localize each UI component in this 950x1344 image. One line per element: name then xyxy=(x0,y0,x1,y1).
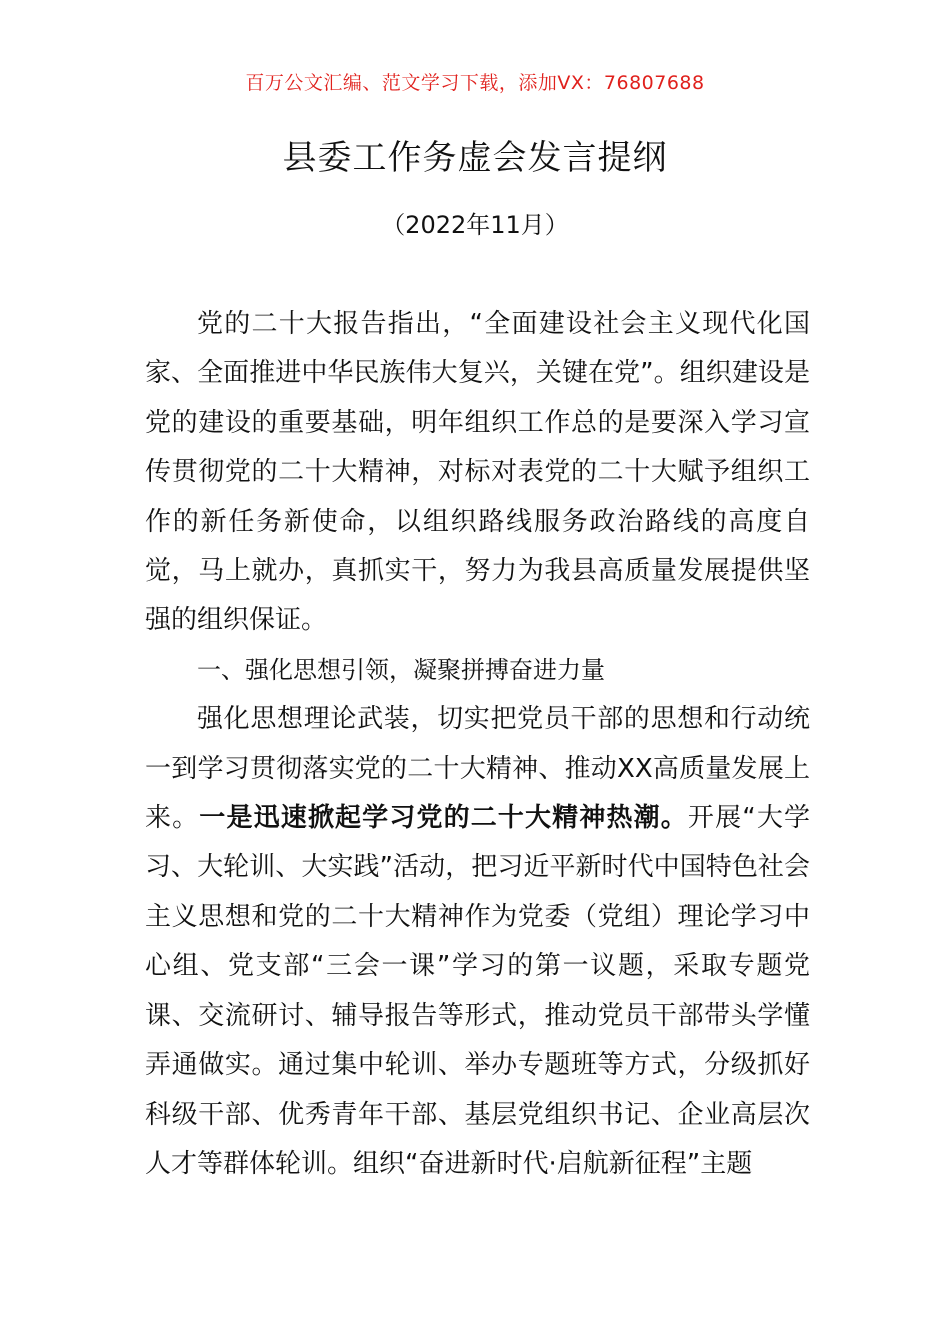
document-title: 县委工作务虚会发言提纲 xyxy=(282,138,668,178)
section-bold-point: 一是迅速掀起学习党的二十大精神热潮。 xyxy=(199,803,688,834)
section-paragraph xyxy=(145,695,810,1189)
section-heading: 一、强化思想引领，凝聚拼搏奋进力量 xyxy=(197,655,605,684)
intro-paragraph: 党的二十大报告指出，“全面建设社会主义现代化国家、全面推进中华民族伟大复兴，关键在党”。组织建设是党的建设的重要基础，明年组织工作总的是要深入学习宣传贯彻党的二十大精神，对标对表党的二十大赋予组织工作的新任务新使命，以组织路线服务政治路线的高度自觉，马上就办，真抓实干，努力为我县高质量发展提供坚强的组织保证。 xyxy=(145,309,810,636)
document-date: （2022年11月） xyxy=(381,211,569,239)
document-body xyxy=(145,300,810,1189)
watermark-banner: 百万公文汇编、范文学习下载，添加VX：76807688 xyxy=(245,72,705,94)
section-rest-text: 开展“大学习、大轮训、大实践”活动，把习近平新时代中国特色社会主义思想和党的二十大精神作为党委（党组）理论学习中心组、党支部“三会一课”学习的第一议题，采取专题党课、交流研讨、辅导报告等形式，推动党员干部带头学懂弄通做实。通过集中轮训、举办专题班等方式，分级抓好科级干部、优秀青年干部、基层党组织书记、企业高层次人才等群体轮训。组织“奋进新时代·启航新征程”主题 xyxy=(145,803,810,1179)
section-lead-text: 强化思想理论武装，切实把党员干部的思想和行动统一到学习贯彻落实党的二十大精神、推动XX高质量发展上来。 xyxy=(145,704,810,834)
